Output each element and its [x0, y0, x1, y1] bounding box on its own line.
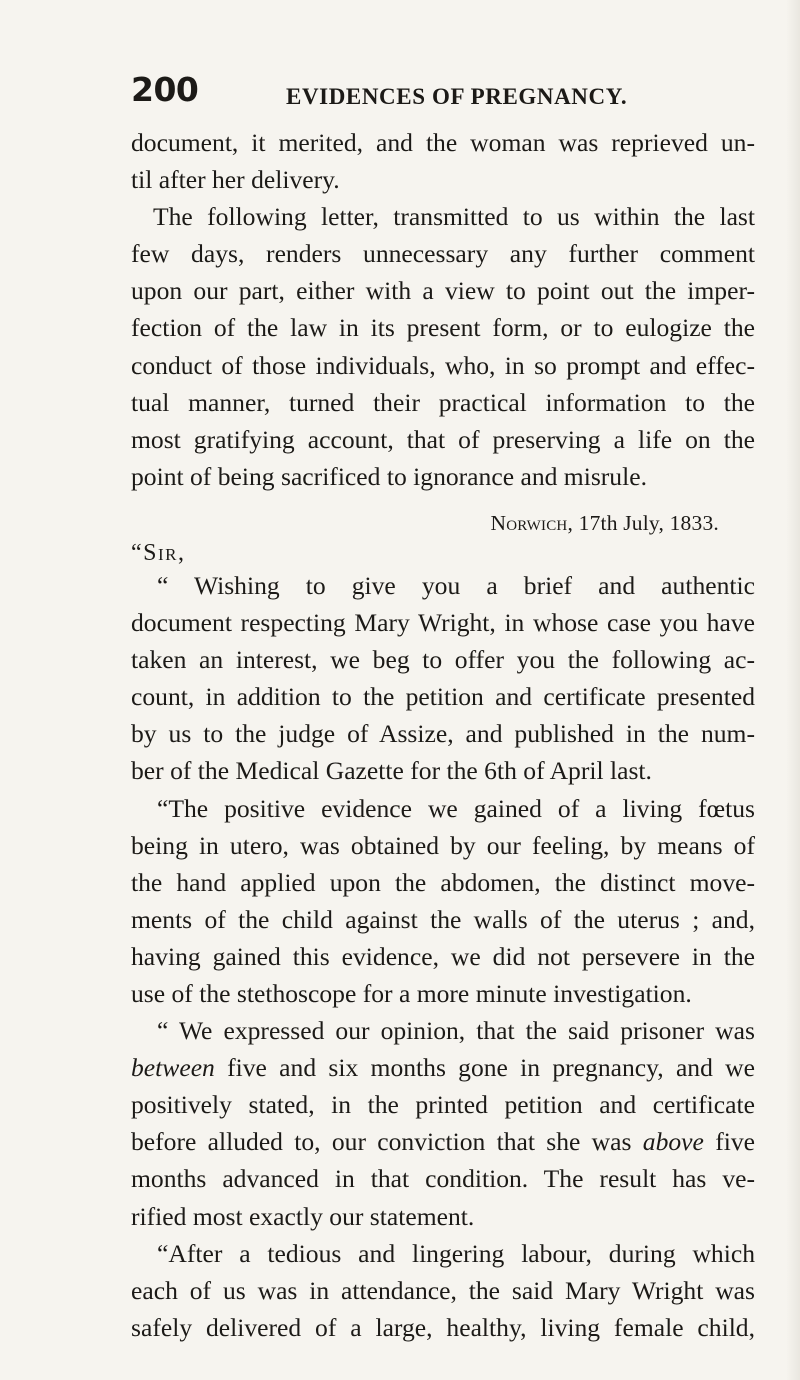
running-head: EVIDENCES OF PREGNANCY. [286, 84, 628, 109]
text-line: ber of the Medical Gazette for the 6th of April last. [131, 756, 652, 786]
text-line: til after her delivery. [131, 165, 340, 195]
text-line: rified most exactly our statement. [131, 1201, 475, 1231]
text-span: five [703, 1127, 755, 1157]
text-line: positively stated, in the printed petition and certificate [131, 1090, 755, 1120]
text-line: conduct of those individuals, who, in so prompt and effec- [131, 350, 755, 380]
page-edge-shadow [786, 0, 800, 1380]
text-line: being in utero, was obtained by our feeling, by means of [131, 830, 755, 860]
letter-salutation: “Sir, [131, 539, 186, 566]
dateline-city: Norwich [490, 510, 568, 535]
text-line: most gratifying account, that of preserving a life on the [131, 424, 755, 454]
body-text [131, 124, 755, 1346]
text-line: having gained this evidence, we did not persevere in the [131, 941, 755, 971]
text-line: “After a tedious and lingering labour, during which [157, 1238, 755, 1268]
text-line [131, 1123, 755, 1160]
text-line: “The positive evidence we gained of a living fœtus [157, 793, 755, 823]
letter-paragraph [131, 567, 755, 790]
text-line: fection of the law in its present form, or to eulogize the [131, 313, 755, 343]
text-line: few days, renders unnecessary any further comment [131, 239, 755, 269]
page-header [131, 70, 751, 116]
letter-paragraph [131, 790, 755, 1013]
italic-word: between [131, 1053, 215, 1083]
text-span: before alluded to, our conviction that she was [131, 1127, 643, 1157]
text-line: The following letter, transmitted to us within the last [153, 202, 755, 232]
text-line: upon our part, either with a view to point out the imper- [131, 276, 755, 306]
text-line: each of us was in attendance, the said Mary Wright was [131, 1275, 755, 1305]
text-line: count, in addition to the petition and certificate presented [131, 682, 755, 712]
letter [131, 495, 755, 1346]
text-line: taken an interest, we beg to offer you the following ac- [131, 645, 755, 675]
text-line: safely delivered of a large, healthy, living female child, [131, 1312, 755, 1342]
letter-paragraph [131, 1235, 755, 1346]
text-line: by us to the judge of Assize, and published in the num- [131, 719, 755, 749]
text-line: document respecting Mary Wright, in whose case you have [131, 608, 755, 638]
dateline-date: , 17th July, 1833. [567, 510, 719, 535]
italic-word: above [642, 1127, 704, 1157]
text-line: “ Wishing to give you a brief and authentic [157, 570, 755, 600]
letter-dateline [131, 507, 755, 539]
text-line: “ We expressed our opinion, that the said prisoner was [157, 1016, 755, 1046]
text-line: months advanced in that condition. The result has ve- [131, 1164, 755, 1194]
paragraph-intro-to-letter [131, 198, 755, 495]
paragraph-continued [131, 124, 755, 198]
text-line: document, it merited, and the woman was reprieved un- [131, 128, 755, 157]
page-number: 200 [131, 70, 199, 109]
letter-paragraph [131, 1012, 755, 1235]
text-line: point of being sacrificed to ignorance and misrule. [131, 461, 647, 491]
text-line: use of the stethoscope for a more minute investigation. [131, 978, 692, 1008]
text-line: tual manner, turned their practical information to the [131, 387, 755, 417]
text-line [131, 1049, 755, 1086]
text-line: ments of the child against the walls of the uterus ; and, [131, 904, 755, 934]
text-span: five and six months gone in pregnancy, and we [214, 1053, 755, 1083]
text-line: the hand applied upon the abdomen, the distinct move- [131, 867, 755, 897]
